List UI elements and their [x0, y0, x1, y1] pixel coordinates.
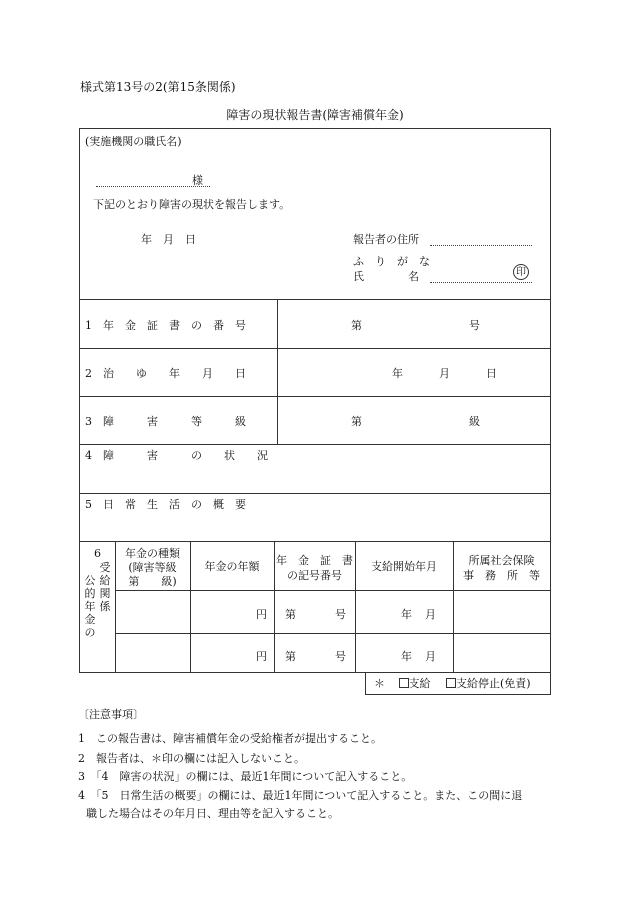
cure-date-day: 日	[486, 367, 497, 380]
header-start-date: 支給開始年月	[371, 560, 437, 573]
disability-grade-dai: 第	[351, 415, 362, 428]
row2-nen: 年	[401, 650, 412, 663]
header-pension-type: 年金の種類 (障害等級 第 級)	[125, 547, 180, 588]
row1-tsuki: 月	[425, 608, 436, 621]
row2-tsuki: 月	[425, 650, 436, 663]
note-2: 2 報告者は、＊印の欄には記入しないこと。	[78, 752, 305, 765]
cure-date-label: 2 治 ゆ 年 月 日	[85, 367, 246, 380]
asterisk-mark: ＊	[374, 677, 385, 690]
address-label: 報告者の住所	[353, 233, 419, 246]
intro-text: 下記のとおり障害の現状を報告します。	[93, 198, 291, 211]
officer-label: (実施機関の職氏名)	[85, 135, 182, 148]
checkbox-suspension[interactable]: 支給停止(免責)	[446, 677, 531, 690]
checkbox-icon	[399, 678, 409, 688]
note-3: 3 「4 障害の状況」の欄には、最近1年間について記入すること。	[78, 770, 413, 783]
daily-life-label: 5 日 常 生 活 の 概 要	[85, 498, 246, 511]
document-title: 障害の現状報告書(障害補償年金)	[226, 108, 404, 122]
row1-yen: 円	[256, 608, 267, 621]
checkbox-payment[interactable]: 支給	[399, 677, 435, 690]
report-form	[79, 128, 551, 673]
sama-label: 様	[192, 174, 203, 187]
row1-nen: 年	[401, 608, 412, 621]
pension-cert-go: 号	[469, 319, 480, 332]
furigana-label: ふ り が な	[353, 255, 430, 268]
pension-cert-number-label: 1 年 金 証 書 の 番 号	[85, 319, 246, 332]
note-1: 1 この報告書は、障害補償年金の受給権者が提出すること。	[78, 732, 382, 745]
cure-date-year: 年	[392, 367, 403, 380]
row2-dai: 第	[285, 650, 296, 663]
row1-go: 号	[335, 608, 346, 621]
note-4: 4 「5 日常生活の概要」の欄には、最近1年間について記入すること。また、この間に退	[78, 789, 523, 802]
section-6-vertical-right: 受 給 関 係	[99, 561, 111, 613]
form-number: 様式第13号の2(第15条関係)	[80, 80, 236, 94]
row2-go: 号	[335, 650, 346, 663]
checkbox-icon	[446, 678, 456, 688]
pension-cert-dai: 第	[351, 319, 362, 332]
cure-date-month: 月	[439, 367, 450, 380]
seal-icon: 印	[513, 264, 529, 280]
notes-heading: 〔注意事項〕	[78, 708, 144, 721]
header-cert-number: 年 金 証 書 の記号番号	[276, 554, 353, 582]
date-label: 年 月 日	[141, 233, 196, 246]
status-box	[365, 673, 551, 695]
disability-grade-label: 3 障 害 等 級	[85, 415, 246, 428]
section-6-number: 6	[94, 547, 101, 560]
header-office: 所属社会保険 事 務 所 等	[463, 554, 540, 582]
address-line[interactable]	[430, 245, 532, 246]
name-label: 氏 名	[353, 270, 419, 283]
row1-dai: 第	[285, 608, 296, 621]
header-pension-amount: 年金の年額	[204, 560, 260, 573]
note-4-continued: 職した場合はその年月日、理由等を記入すること。	[86, 807, 339, 820]
disability-status-label: 4 障 害 の 状 況	[85, 449, 268, 462]
section-6-vertical-left: 公 的 年 金 の	[84, 574, 96, 639]
name-line[interactable]	[430, 282, 532, 283]
row2-yen: 円	[256, 650, 267, 663]
disability-grade-kyu: 級	[469, 415, 480, 428]
